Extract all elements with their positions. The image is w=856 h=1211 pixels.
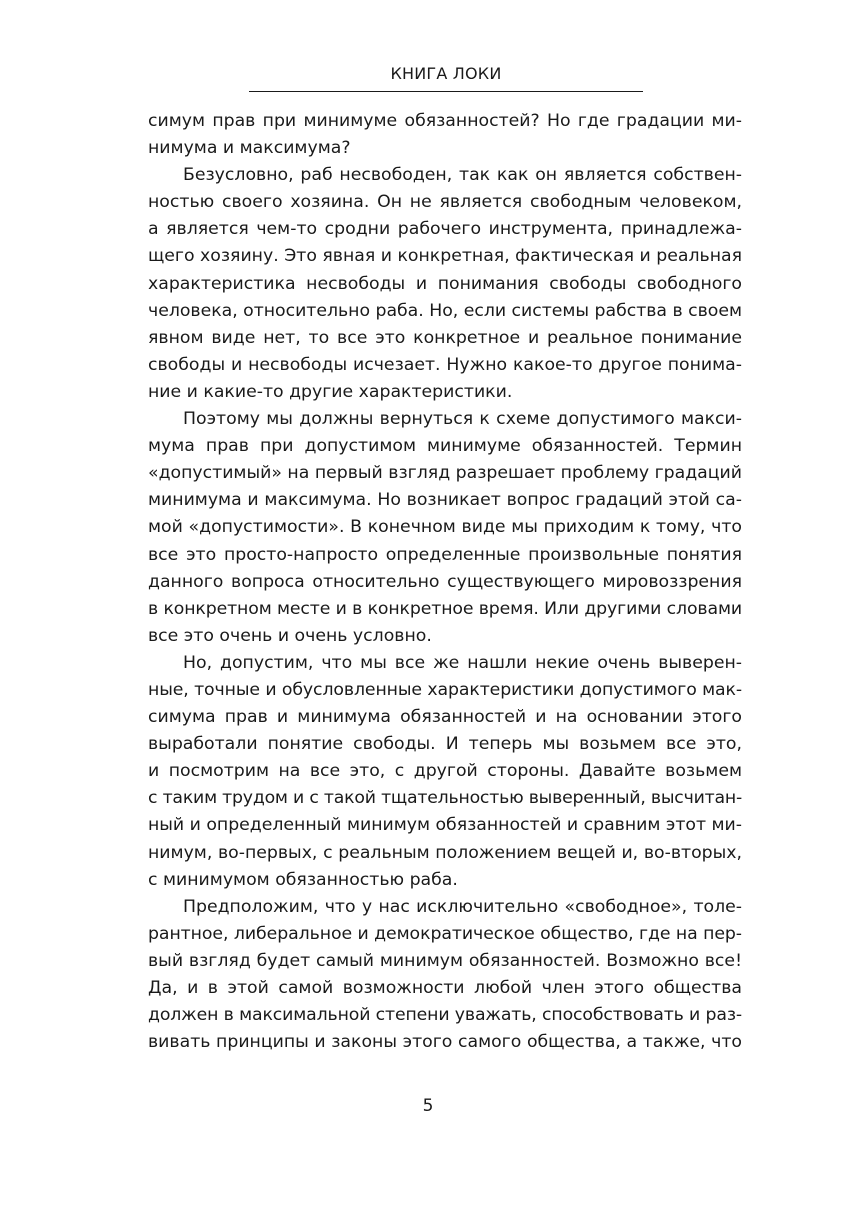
text-line: явном виде нет, то все это конкретное и реальное понимание xyxy=(148,327,742,348)
text-line: все это просто-напросто определенные произвольные понятия xyxy=(148,544,742,565)
text-line: ный и определенный минимум обязанностей и сравним этот ми- xyxy=(148,815,742,836)
text-line: с минимумом обязанностью раба. xyxy=(148,869,458,890)
text-line: Да, и в этой самой возможности любой член этого общества xyxy=(148,978,742,998)
text-line: данного вопроса относительно существующего мировоззрения xyxy=(148,571,742,592)
text-line: минимума и максимума. Но возникает вопрос градаций этой са- xyxy=(148,490,742,511)
text-line: все это очень и очень условно. xyxy=(148,625,432,646)
text-line: свободы и несвободы исчезает. Нужно какое-то другое понима- xyxy=(148,354,742,375)
text-line: Но, допустим, что мы все же нашли некие очень выверен- xyxy=(183,652,742,673)
text-line: человека, относительно раба. Но, если системы рабства в своем xyxy=(148,300,742,321)
text-line: мой «допустимости». В конечном виде мы приходим к тому, что xyxy=(148,517,742,538)
text-line: ные, точные и обусловленные характеристики допустимого мак- xyxy=(148,679,742,700)
paragraph-2 xyxy=(148,162,742,406)
running-head: КНИГА ЛОКИ xyxy=(390,64,502,83)
header-rule xyxy=(249,91,643,92)
text-line: Поэтому мы должны вернуться к схеме допустимого макси- xyxy=(183,409,742,430)
text-line: с таким трудом и с такой тщательностью выверенный, высчитан- xyxy=(148,788,742,809)
text-line: а является чем-то сродни рабочего инструмента, принадлежа- xyxy=(148,219,742,240)
text-line: и посмотрим на все это, с другой стороны. Давайте возьмем xyxy=(148,761,742,782)
text-line: щего хозяину. Это явная и конкретная, фактическая и реальная xyxy=(148,246,742,267)
paragraph-1 xyxy=(148,108,742,162)
text-line: «допустимый» на первый взгляд разрешает проблему градаций xyxy=(148,463,742,484)
text-line: в конкретном месте и в конкретное время. Или другими словами xyxy=(148,598,742,619)
text-line: Предположим, что у нас исключительно «свободное», толе- xyxy=(183,896,742,917)
text-line: ностью своего хозяина. Он не является свободным человеком, xyxy=(148,192,742,213)
text-line: нимум, во-первых, с реальным положением вещей и, во-вторых, xyxy=(148,842,742,863)
text-line: характеристика несвободы и понимания свободы свободного xyxy=(148,273,742,294)
text-line: симума прав и минимума обязанностей и на основании этого xyxy=(148,707,742,728)
text-line: выработали понятие свободы. И теперь мы возьмем все это, xyxy=(148,734,742,755)
page-number: 5 xyxy=(422,1096,434,1116)
text-line: должен в максимальной степени уважать, способствовать и раз- xyxy=(148,1005,742,1026)
text-line: нимума и максимума? xyxy=(148,138,351,159)
text-line: вый взгляд будет самый минимум обязанностей. Возможно все! xyxy=(148,950,742,971)
paragraph-5 xyxy=(148,894,742,1057)
text-line: симум прав при минимуме обязанностей? Но где градации ми- xyxy=(148,111,742,131)
text-line: мума прав при допустимом минимуме обязанностей. Термин xyxy=(148,436,742,457)
paragraph-3 xyxy=(148,406,742,650)
text-line: Безусловно, раб несвободен, так как он является собствен- xyxy=(183,165,742,186)
text-line: вивать принципы и законы этого самого общества, а также, что xyxy=(148,1032,742,1053)
body-text xyxy=(148,108,742,1056)
text-line: ние и какие-то другие характеристики. xyxy=(148,381,513,402)
paragraph-4 xyxy=(148,650,742,894)
text-line: рантное, либеральное и демократическое общество, где на пер- xyxy=(148,923,742,944)
